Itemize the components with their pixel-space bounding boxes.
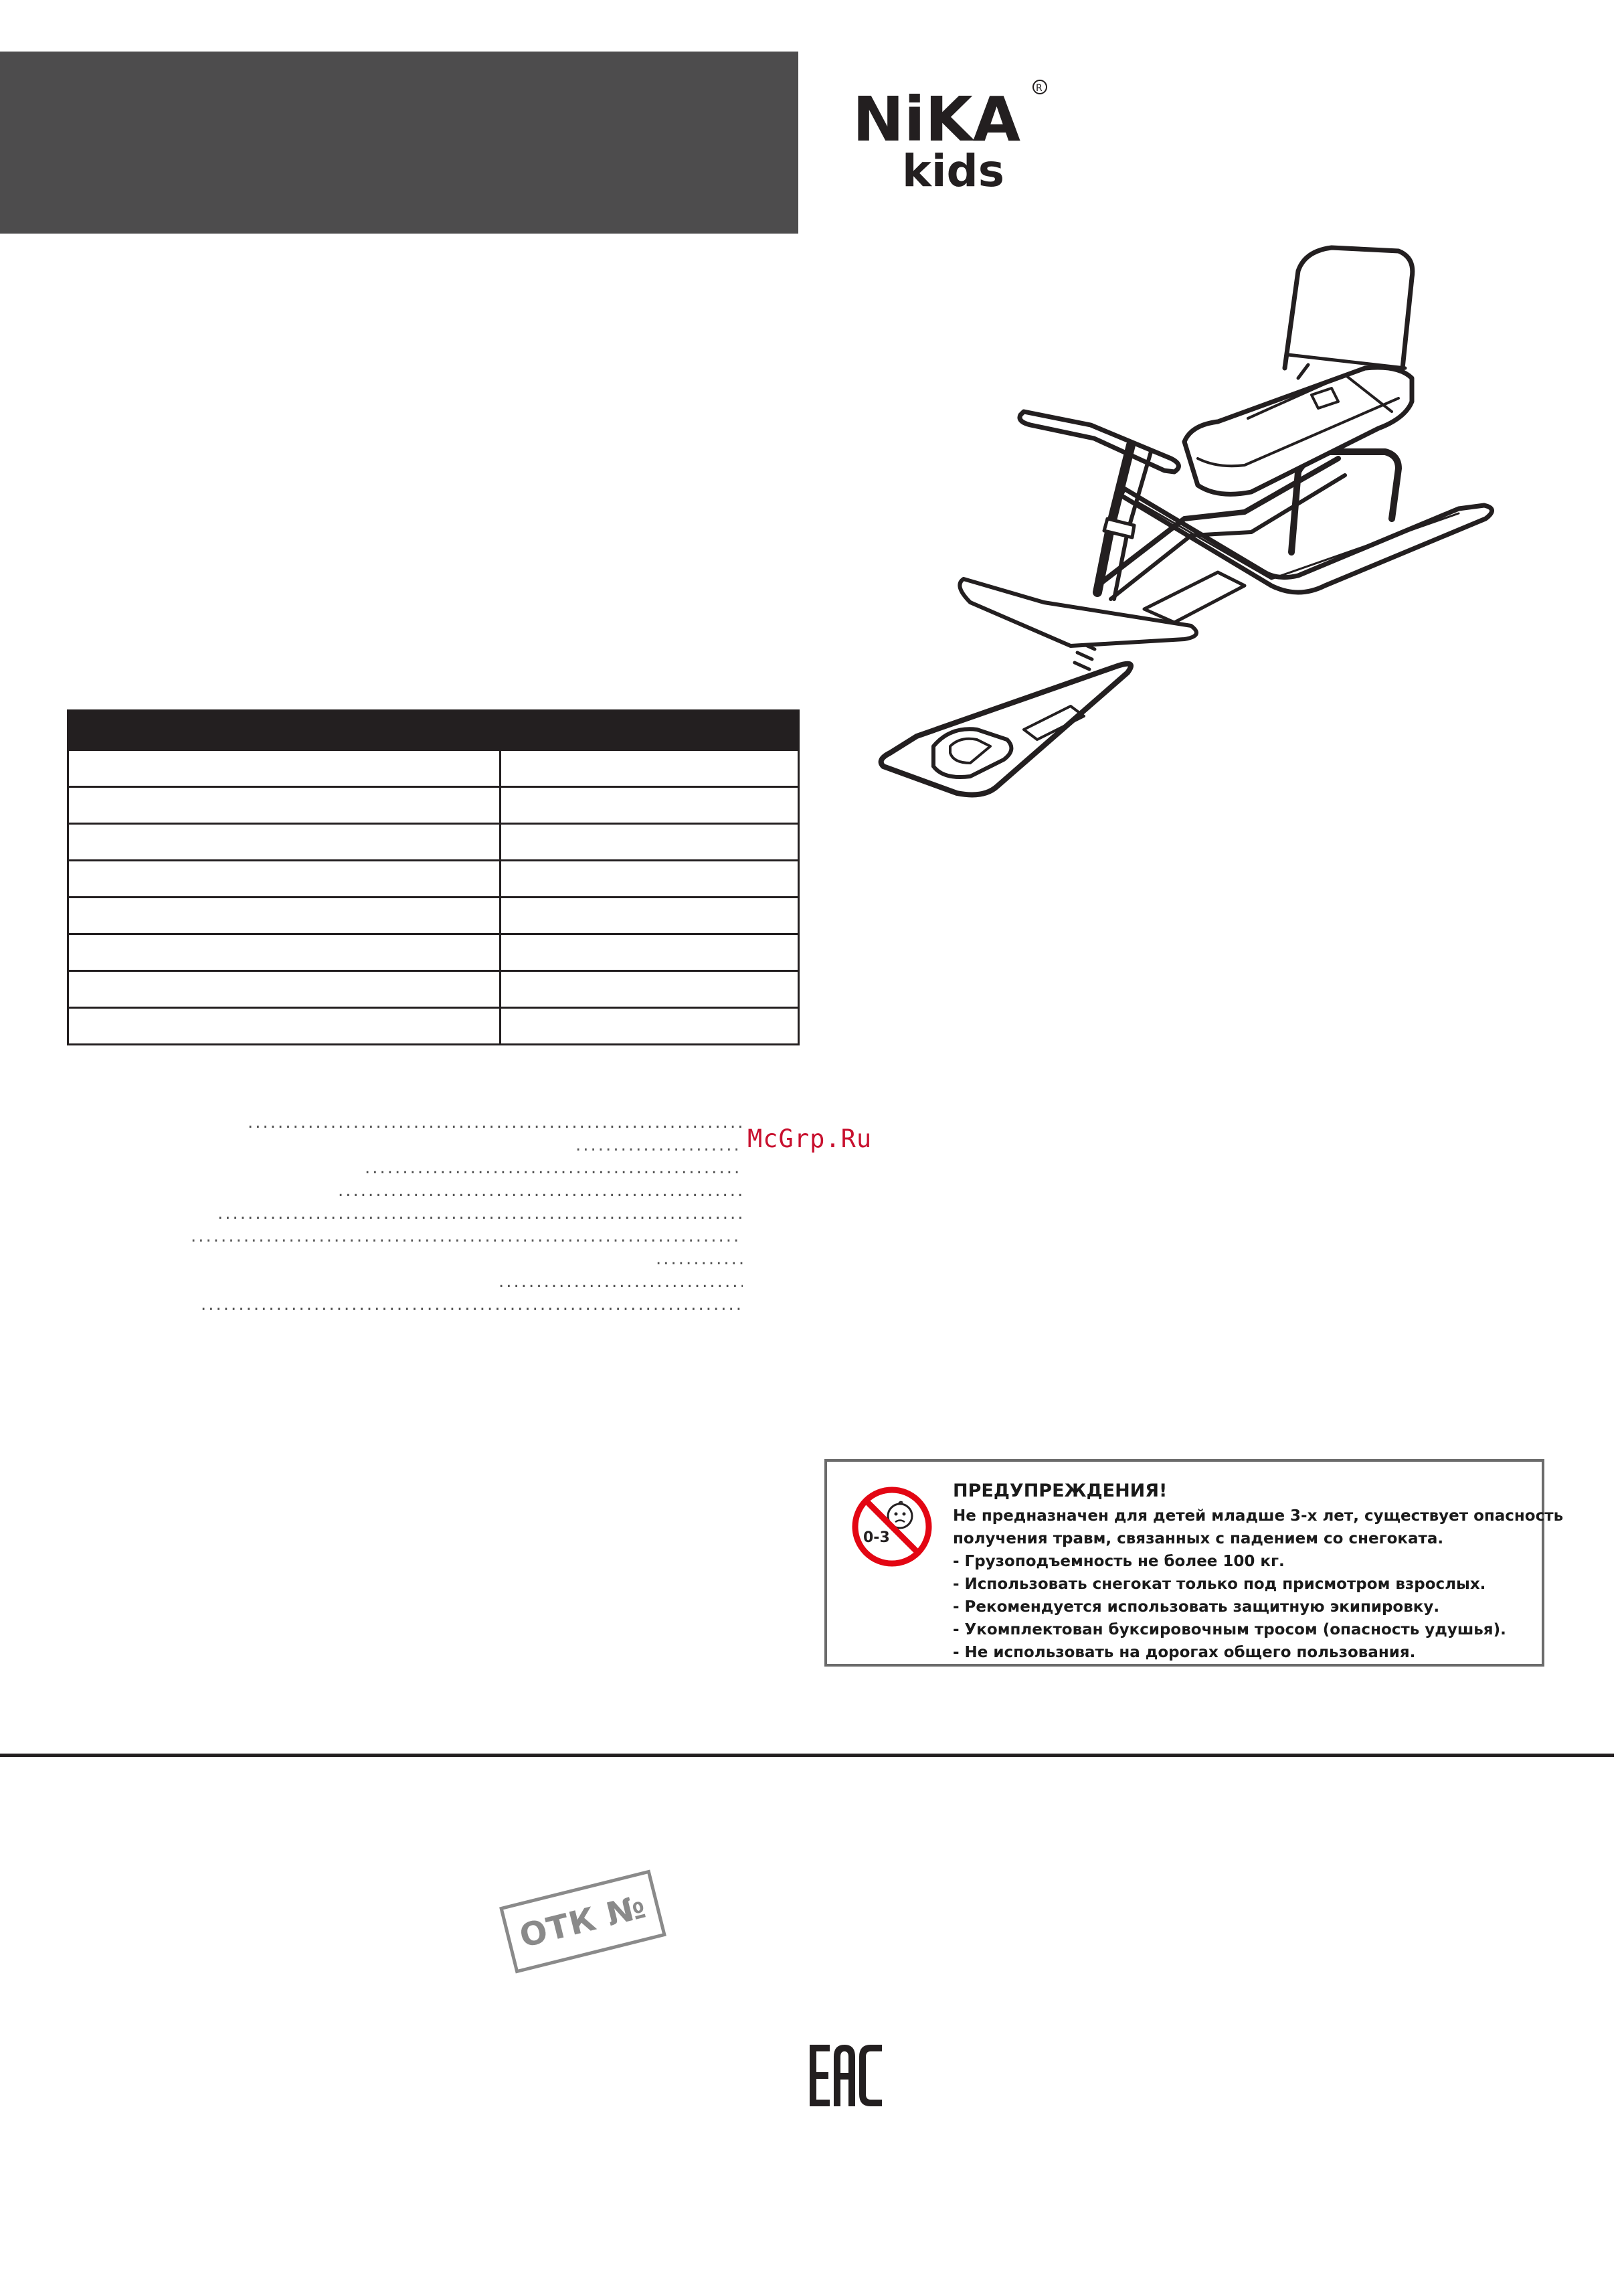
table-row — [68, 861, 799, 898]
dotted-leader — [217, 1202, 743, 1225]
warning-line: - Укомплектован буксировочным тросом (опасность удушья). — [953, 1621, 1506, 1638]
table-cell — [68, 787, 501, 824]
table-header-cell — [68, 711, 501, 750]
eac-mark-icon — [810, 2045, 882, 2106]
logo-line1: NiKA — [852, 84, 1021, 155]
table-cell — [501, 787, 799, 824]
specification-table — [67, 709, 800, 1045]
table-cell — [501, 824, 799, 861]
warning-title: ПРЕДУПРЕЖДЕНИЯ! — [953, 1480, 1168, 1501]
table-row — [68, 1008, 799, 1045]
table-cell — [68, 861, 501, 898]
dotted-leader — [499, 1270, 743, 1293]
dotted-leader — [248, 1111, 743, 1134]
warning-text — [953, 1478, 1564, 1664]
table-header-row — [68, 711, 799, 750]
header-banner — [0, 52, 798, 234]
table-cell — [68, 824, 501, 861]
watermark-text: McGrp.Ru — [747, 1124, 873, 1153]
table-cell — [68, 1008, 501, 1045]
warning-line: - Грузоподъемность не более 100 кг. — [953, 1553, 1285, 1570]
table-cell — [68, 898, 501, 934]
warning-line: получения травм, связанных с падением со снегоката. — [953, 1530, 1444, 1547]
nika-kids-logo — [848, 79, 1049, 193]
table-cell — [68, 971, 501, 1008]
table-cell — [501, 1008, 799, 1045]
table-row — [68, 934, 799, 971]
table-cell — [501, 750, 799, 787]
table-row — [68, 971, 799, 1008]
table-row — [68, 750, 799, 787]
table-cell — [501, 971, 799, 1008]
table-row — [68, 787, 799, 824]
age-label: 0-3 — [863, 1529, 890, 1546]
logo-line2: kids — [902, 145, 1005, 193]
logo-registered: R — [1036, 83, 1043, 94]
table-cell — [68, 934, 501, 971]
dotted-leader — [575, 1134, 743, 1157]
dotted-leader — [201, 1293, 743, 1316]
dotted-leader — [191, 1225, 743, 1248]
table-cell — [501, 861, 799, 898]
dotted-leader — [656, 1248, 743, 1270]
table-header-cell — [501, 711, 799, 750]
warning-line: - Рекомендуется использовать защитную экипировку. — [953, 1598, 1440, 1616]
warning-line: - Использовать снегокат только под присмотром взрослых. — [953, 1576, 1486, 1593]
table-cell — [68, 750, 501, 787]
table-row — [68, 824, 799, 861]
dotted-leader — [365, 1157, 743, 1179]
stamp-text: ОТК № — [515, 1887, 650, 1956]
age-restriction-0-3-icon — [851, 1486, 933, 1568]
table-row — [68, 898, 799, 934]
snow-scooter-illustration — [870, 238, 1512, 813]
section-divider — [0, 1754, 1614, 1757]
otk-stamp — [499, 1869, 666, 1973]
warning-line: Не предназначен для детей младше 3-х лет, существует опасность — [953, 1507, 1564, 1525]
table-cell — [501, 934, 799, 971]
warning-line: - Не использовать на дорогах общего пользования. — [953, 1644, 1416, 1661]
table-cell — [501, 898, 799, 934]
warning-box — [824, 1459, 1564, 1667]
dotted-leader — [338, 1179, 743, 1202]
